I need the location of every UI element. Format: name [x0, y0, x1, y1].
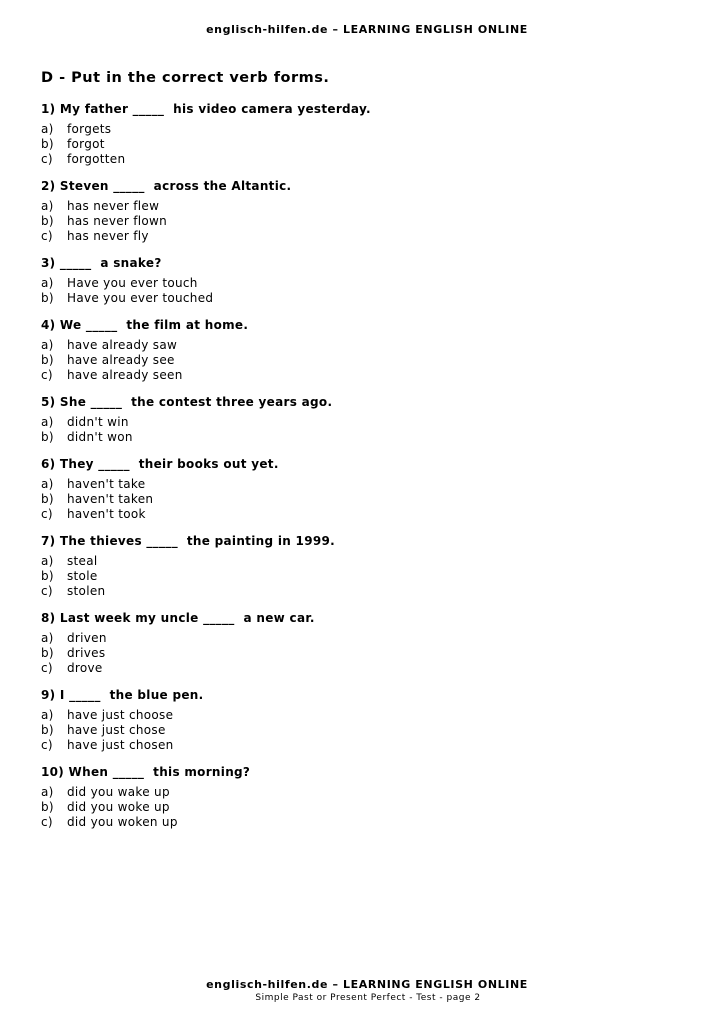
question-list [41, 101, 701, 841]
option-text: drove [67, 661, 103, 675]
question-text: 3) _____ a snake? [41, 256, 162, 270]
option-text: didn't win [67, 415, 129, 429]
answer-option [41, 291, 701, 306]
answer-option [41, 738, 701, 753]
answer-option [41, 338, 701, 353]
option-letter: c) [41, 584, 53, 598]
question-block [41, 687, 701, 753]
answer-option [41, 507, 701, 522]
option-letter: b) [41, 353, 54, 367]
question-block [41, 610, 701, 676]
question-block [41, 394, 701, 445]
option-text: has never fly [67, 229, 149, 243]
answer-option [41, 137, 701, 152]
option-letter: b) [41, 723, 54, 737]
option-text: forgets [67, 122, 112, 136]
question-block [41, 101, 701, 167]
question-block [41, 533, 701, 599]
question-block [41, 456, 701, 522]
option-text: haven't taken [67, 492, 154, 506]
exercise-title: D - Put in the correct verb forms. [41, 70, 330, 86]
option-letter: c) [41, 738, 53, 752]
answer-option [41, 492, 701, 507]
option-text: did you wake up [67, 785, 170, 799]
option-letter: a) [41, 708, 54, 722]
option-text: driven [67, 631, 107, 645]
option-letter: b) [41, 646, 54, 660]
option-letter: b) [41, 291, 54, 305]
question-text: 9) I _____ the blue pen. [41, 688, 204, 702]
option-letter: b) [41, 214, 54, 228]
option-text: did you woken up [67, 815, 178, 829]
answer-option [41, 584, 701, 599]
option-text: haven't take [67, 477, 146, 491]
question-block [41, 317, 701, 383]
option-letter: a) [41, 477, 54, 491]
answer-option [41, 353, 701, 368]
option-text: Have you ever touched [67, 291, 214, 305]
answer-option [41, 477, 701, 492]
option-letter: a) [41, 554, 54, 568]
option-letter: a) [41, 785, 54, 799]
option-text: have already saw [67, 338, 178, 352]
answer-option [41, 430, 701, 445]
option-letter: b) [41, 137, 54, 151]
option-letter: a) [41, 199, 54, 213]
option-text: have already seen [67, 368, 183, 382]
question-text: 10) When _____ this morning? [41, 765, 251, 779]
option-letter: a) [41, 415, 54, 429]
option-letter: c) [41, 152, 53, 166]
footer-subtitle: Simple Past or Present Perfect - Test - page 2 [255, 993, 481, 1003]
option-letter: a) [41, 631, 54, 645]
option-letter: b) [41, 800, 54, 814]
answer-option [41, 122, 701, 137]
option-letter: a) [41, 276, 54, 290]
answer-option [41, 276, 701, 291]
page-footer [0, 978, 728, 1003]
option-text: forgot [67, 137, 105, 151]
option-letter: a) [41, 338, 54, 352]
option-text: steal [67, 554, 98, 568]
question-block [41, 764, 701, 830]
option-letter: c) [41, 507, 53, 521]
option-text: Have you ever touch [67, 276, 198, 290]
answer-option [41, 368, 701, 383]
question-text: 1) My father _____ his video camera yesterday. [41, 102, 371, 116]
option-text: have already see [67, 353, 175, 367]
question-block [41, 255, 701, 306]
option-text: has never flown [67, 214, 168, 228]
option-text: haven't took [67, 507, 146, 521]
option-text: did you woke up [67, 800, 170, 814]
option-text: has never flew [67, 199, 160, 213]
answer-option [41, 785, 701, 800]
footer-site-name: englisch-hilfen.de – LEARNING ENGLISH ONLINE [206, 978, 528, 991]
answer-option [41, 631, 701, 646]
answer-option [41, 569, 701, 584]
answer-option [41, 815, 701, 830]
option-letter: c) [41, 661, 53, 675]
question-text: 5) She _____ the contest three years ago. [41, 395, 333, 409]
question-text: 7) The thieves _____ the painting in 1999. [41, 534, 336, 548]
option-text: have just chosen [67, 738, 174, 752]
answer-option [41, 415, 701, 430]
option-letter: c) [41, 368, 53, 382]
option-text: have just chose [67, 723, 166, 737]
answer-option [41, 800, 701, 815]
question-text: 4) We _____ the film at home. [41, 318, 249, 332]
answer-option [41, 708, 701, 723]
answer-option [41, 199, 701, 214]
page-header [0, 23, 728, 36]
option-letter: b) [41, 430, 54, 444]
answer-option [41, 554, 701, 569]
answer-option [41, 152, 701, 167]
option-letter: a) [41, 122, 54, 136]
header-site-name: englisch-hilfen.de – LEARNING ENGLISH ONLINE [206, 23, 528, 36]
answer-option [41, 214, 701, 229]
answer-option [41, 229, 701, 244]
option-letter: c) [41, 815, 53, 829]
answer-option [41, 646, 701, 661]
question-text: 6) They _____ their books out yet. [41, 457, 279, 471]
option-text: forgotten [67, 152, 126, 166]
question-text: 2) Steven _____ across the Altantic. [41, 179, 292, 193]
question-text: 8) Last week my uncle _____ a new car. [41, 611, 315, 625]
option-text: drives [67, 646, 106, 660]
answer-option [41, 723, 701, 738]
question-block [41, 178, 701, 244]
option-text: stolen [67, 584, 106, 598]
option-letter: b) [41, 569, 54, 583]
option-text: stole [67, 569, 98, 583]
option-text: have just choose [67, 708, 174, 722]
option-letter: b) [41, 492, 54, 506]
answer-option [41, 661, 701, 676]
option-text: didn't won [67, 430, 133, 444]
option-letter: c) [41, 229, 53, 243]
